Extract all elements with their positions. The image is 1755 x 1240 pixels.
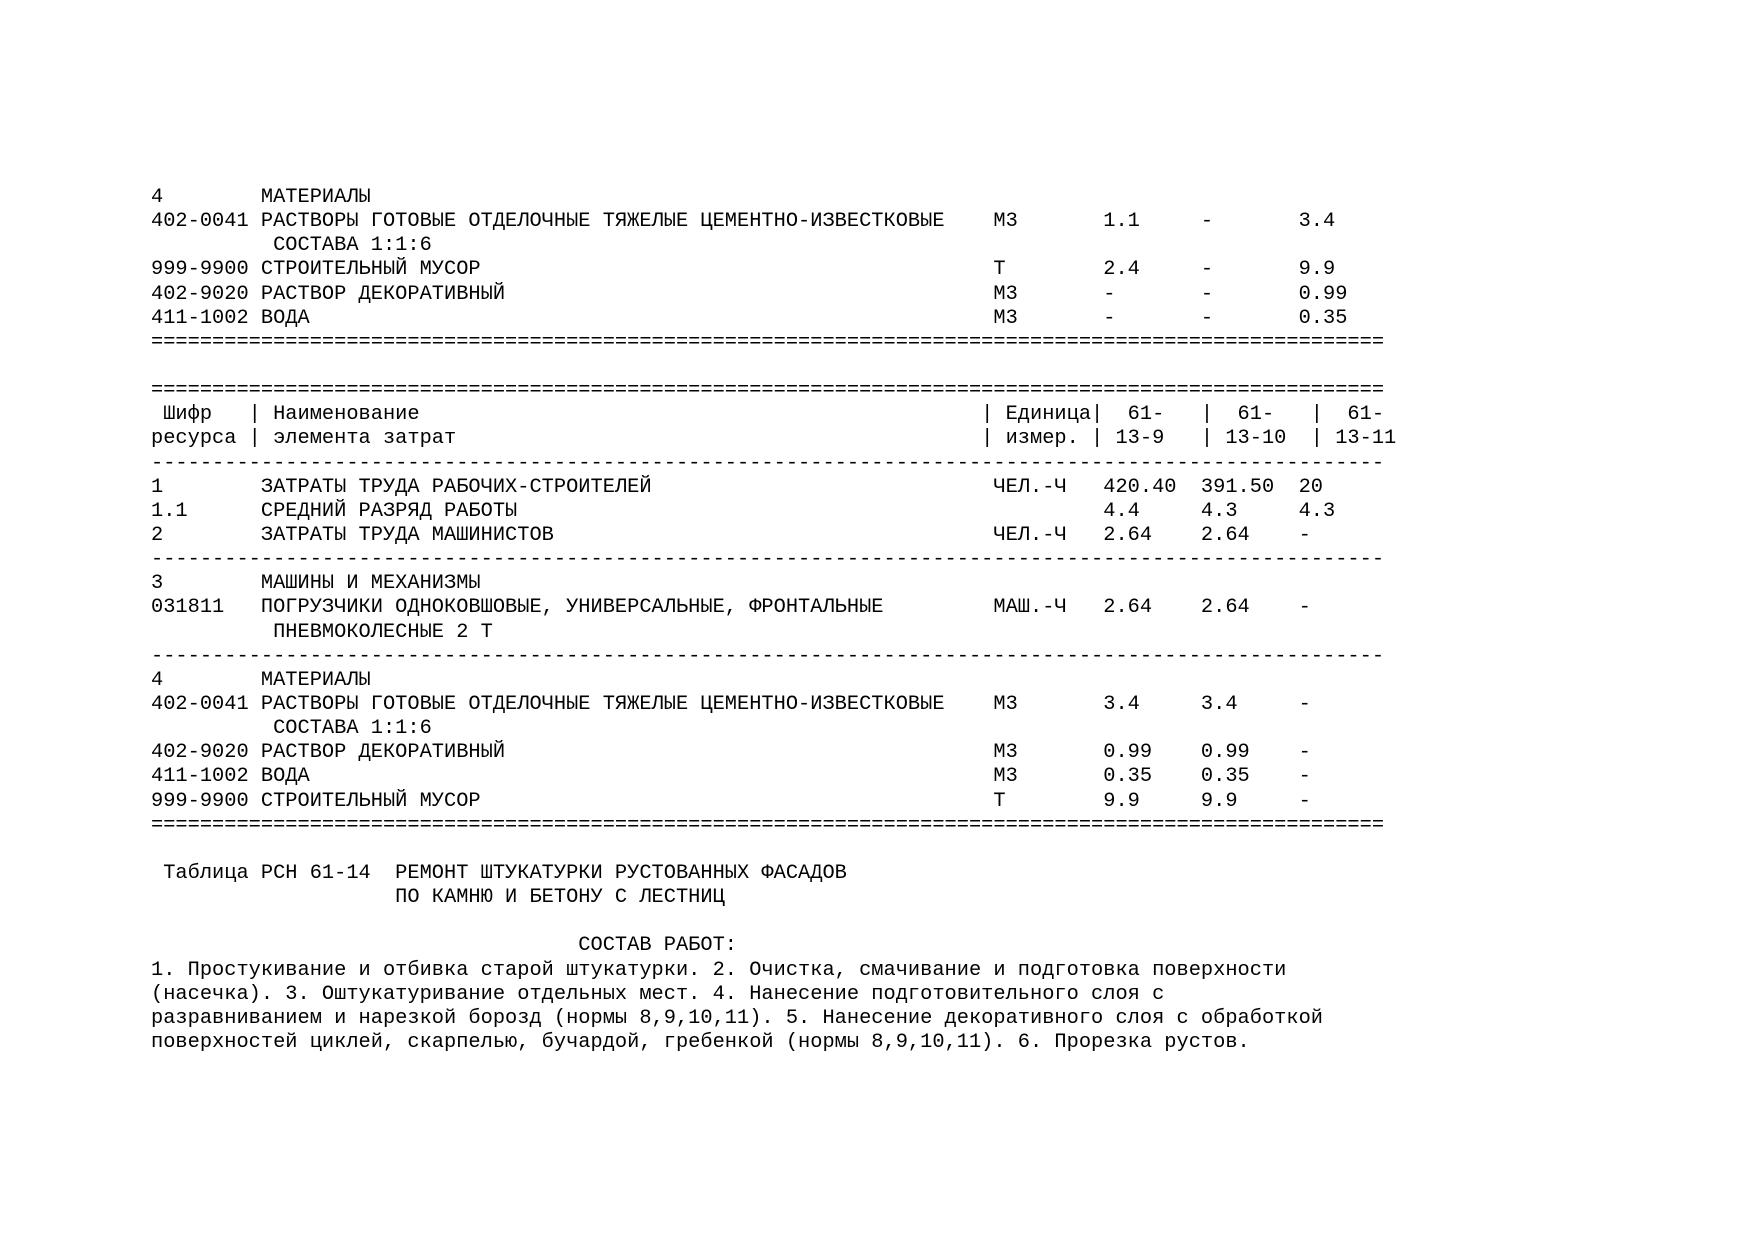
table-row-continuation: ПНЕВМОКОЛЕСНЫЕ 2 Т — [151, 620, 493, 644]
table-header-row-1: Шифр | Наименование | Единица| 61- | 61- | 61- — [151, 403, 1385, 427]
blank-line — [151, 838, 1396, 862]
table-row-continuation: СОСТАВА 1:1:6 — [151, 234, 432, 258]
table-row: 402-9020 РАСТВОР ДЕКОРАТИВНЫЙ М3 - - 0.99 — [151, 282, 1348, 306]
table-row: 999-9900 СТРОИТЕЛЬНЫЙ МУСОР Т 9.9 9.9 - — [151, 789, 1311, 813]
paragraph-line: поверхностей циклей, скарпелью, бучардой, гребенкой (нормы 8,9,10,11). 6. Прорезка рустов. — [151, 1030, 1250, 1054]
table-title-continuation: ПО КАМНЮ И БЕТОНУ С ЛЕСТНИЦ — [151, 886, 725, 910]
blank-line — [151, 910, 1396, 934]
table-row: 1.1 СРЕДНИЙ РАЗРЯД РАБОТЫ 4.4 4.3 4.3 — [151, 499, 1336, 523]
double-rule: ===================================================================================================== — [151, 379, 1385, 403]
table-header-row-2: ресурса | элемента затрат | измер. | 13-9 | 13-10 | 13-11 — [151, 427, 1397, 451]
table-row: 411-1002 ВОДА М3 - - 0.35 — [151, 306, 1348, 330]
section-header-materials: 4 МАТЕРИАЛЫ — [151, 668, 371, 692]
paragraph-line: 1. Простукивание и отбивка старой штукатурки. 2. Очистка, смачивание и подготовка поверхности — [151, 958, 1287, 982]
blank-line — [151, 355, 1396, 379]
table-row: 411-1002 ВОДА М3 0.35 0.35 - — [151, 765, 1311, 789]
table-row: 402-9020 РАСТВОР ДЕКОРАТИВНЫЙ М3 0.99 0.99 - — [151, 741, 1311, 765]
work-composition-heading: СОСТАВ РАБОТ: — [151, 934, 737, 958]
single-rule: ----------------------------------------------------------------------------------------------------- — [151, 644, 1385, 668]
table-row: 031811 ПОГРУЗЧИКИ ОДНОКОВШОВЫЕ, УНИВЕРСАЛЬНЫЕ, ФРОНТАЛЬНЫЕ МАШ.-Ч 2.64 2.64 - — [151, 596, 1311, 620]
document-page — [151, 186, 1396, 1055]
table-row: 1 ЗАТРАТЫ ТРУДА РАБОЧИХ-СТРОИТЕЛЕЙ ЧЕЛ.-Ч 420.40 391.50 20 — [151, 475, 1323, 499]
paragraph-line: (насечка). 3. Оштукатуривание отдельных мест. 4. Нанесение подготовительного слоя с — [151, 982, 1165, 1006]
paragraph-line: разравниванием и нарезкой борозд (нормы 8,9,10,11). 5. Нанесение декоративного слоя с обработкой — [151, 1006, 1323, 1030]
single-rule: ----------------------------------------------------------------------------------------------------- — [151, 548, 1385, 572]
table-row: 402-0041 РАСТВОРЫ ГОТОВЫЕ ОТДЕЛОЧНЫЕ ТЯЖЕЛЫЕ ЦЕМЕНТНО-ИЗВЕСТКОВЫЕ М3 1.1 - 3.4 — [151, 210, 1336, 234]
section-header-materials: 4 МАТЕРИАЛЫ — [151, 186, 371, 209]
section-header-machines: 3 МАШИНЫ И МЕХАНИЗМЫ — [151, 572, 481, 596]
double-rule: ===================================================================================================== — [151, 813, 1385, 837]
table-title: Таблица РСН 61-14 РЕМОНТ ШТУКАТУРКИ РУСТОВАННЫХ ФАСАДОВ — [151, 861, 847, 885]
table-row: 402-0041 РАСТВОРЫ ГОТОВЫЕ ОТДЕЛОЧНЫЕ ТЯЖЕЛЫЕ ЦЕМЕНТНО-ИЗВЕСТКОВЫЕ М3 3.4 3.4 - — [151, 692, 1311, 716]
single-rule: ----------------------------------------------------------------------------------------------------- — [151, 451, 1385, 475]
table-row-continuation: СОСТАВА 1:1:6 — [151, 717, 432, 741]
table-row: 999-9900 СТРОИТЕЛЬНЫЙ МУСОР Т 2.4 - 9.9 — [151, 258, 1336, 282]
table-row: 2 ЗАТРАТЫ ТРУДА МАШИНИСТОВ ЧЕЛ.-Ч 2.64 2.64 - — [151, 523, 1311, 547]
double-rule: ===================================================================================================== — [151, 330, 1385, 354]
